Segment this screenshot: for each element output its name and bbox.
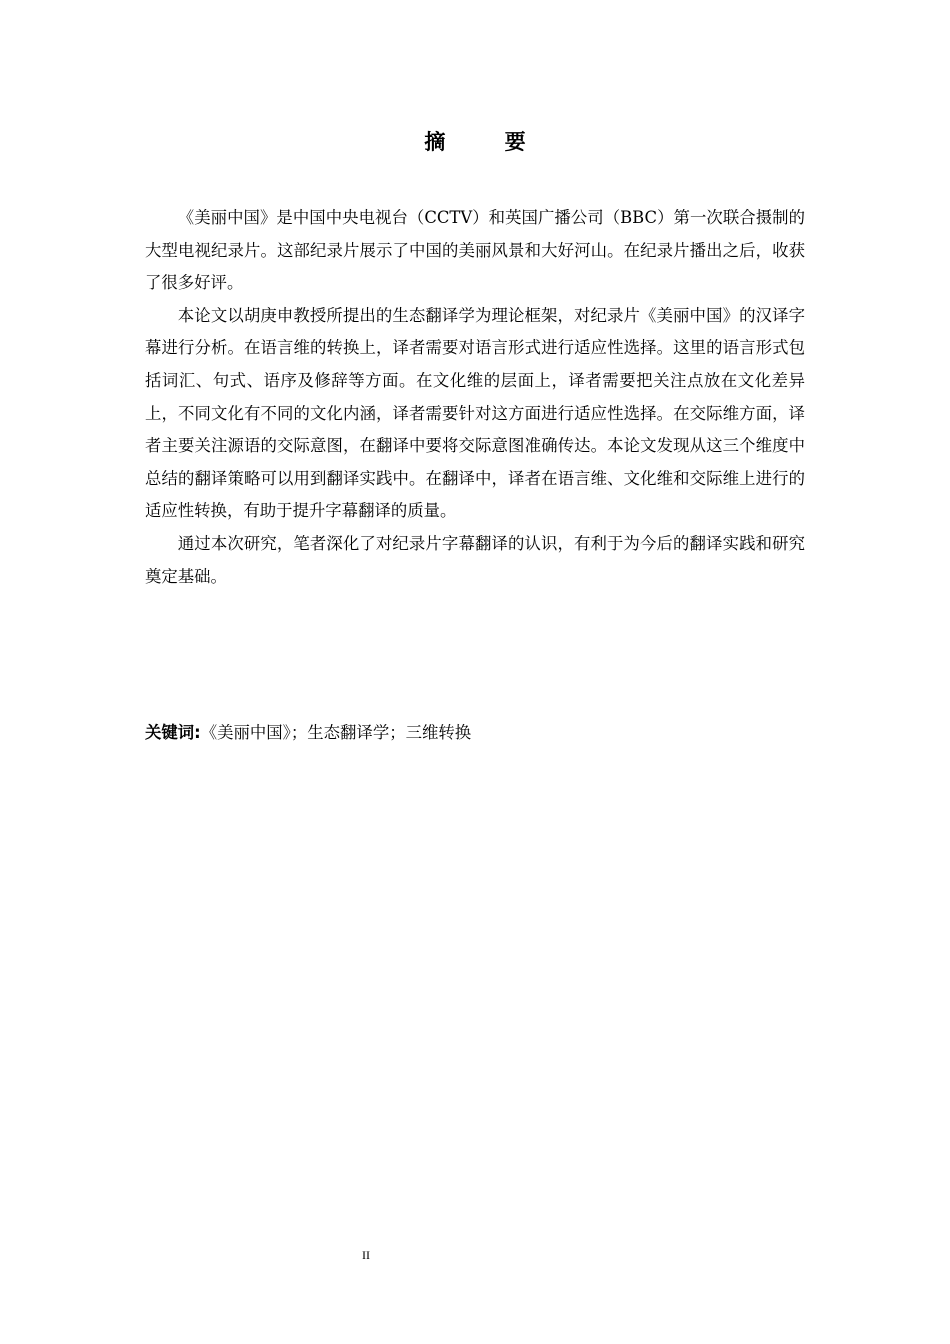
keywords-line — [145, 717, 805, 749]
page-number: II — [362, 1248, 370, 1262]
abstract-paragraph-2: 本论文以胡庚申教授所提出的生态翻译学为理论框架，对纪录片《美丽中国》的汉译字幕进行分析。在语言维的转换上，译者需要对语言形式进行适应性选择。这里的语言形式包括词汇、句式、语序及修辞等方面。在文化维的层面上，译者需要把关注点放在文化差异上，不同文化有不同的文化内涵，译者需要针对这方面进行适应性选择。在交际维方面，译者主要关注源语的交际意图，在翻译中要将交际意图准确传达。本论文发现从这三个维度中总结的翻译策略可以用到翻译实践中。在翻译中，译者在语言维、文化维和交际维上进行的适应性转换，有助于提升字幕翻译的质量。 — [145, 305, 805, 521]
keywords-text: 《美丽中国》；生态翻译学；三维转换 — [200, 723, 472, 742]
abstract-body — [145, 202, 805, 593]
abstract-paragraph-1: 《美丽中国》是中国中央电视台（CCTV）和英国广播公司（BBC）第一次联合摄制的大型电视纪录片。这部纪录片展示了中国的美丽风景和大好河山。在纪录片播出之后，收获了很多好评。 — [145, 208, 805, 293]
abstract-paragraph-3: 通过本次研究，笔者深化了对纪录片字幕翻译的认识，有利于为今后的翻译实践和研究奠定基础。 — [145, 533, 805, 586]
keywords-label: 关键词: — [145, 723, 201, 742]
abstract-title: 摘 要 — [424, 129, 552, 154]
